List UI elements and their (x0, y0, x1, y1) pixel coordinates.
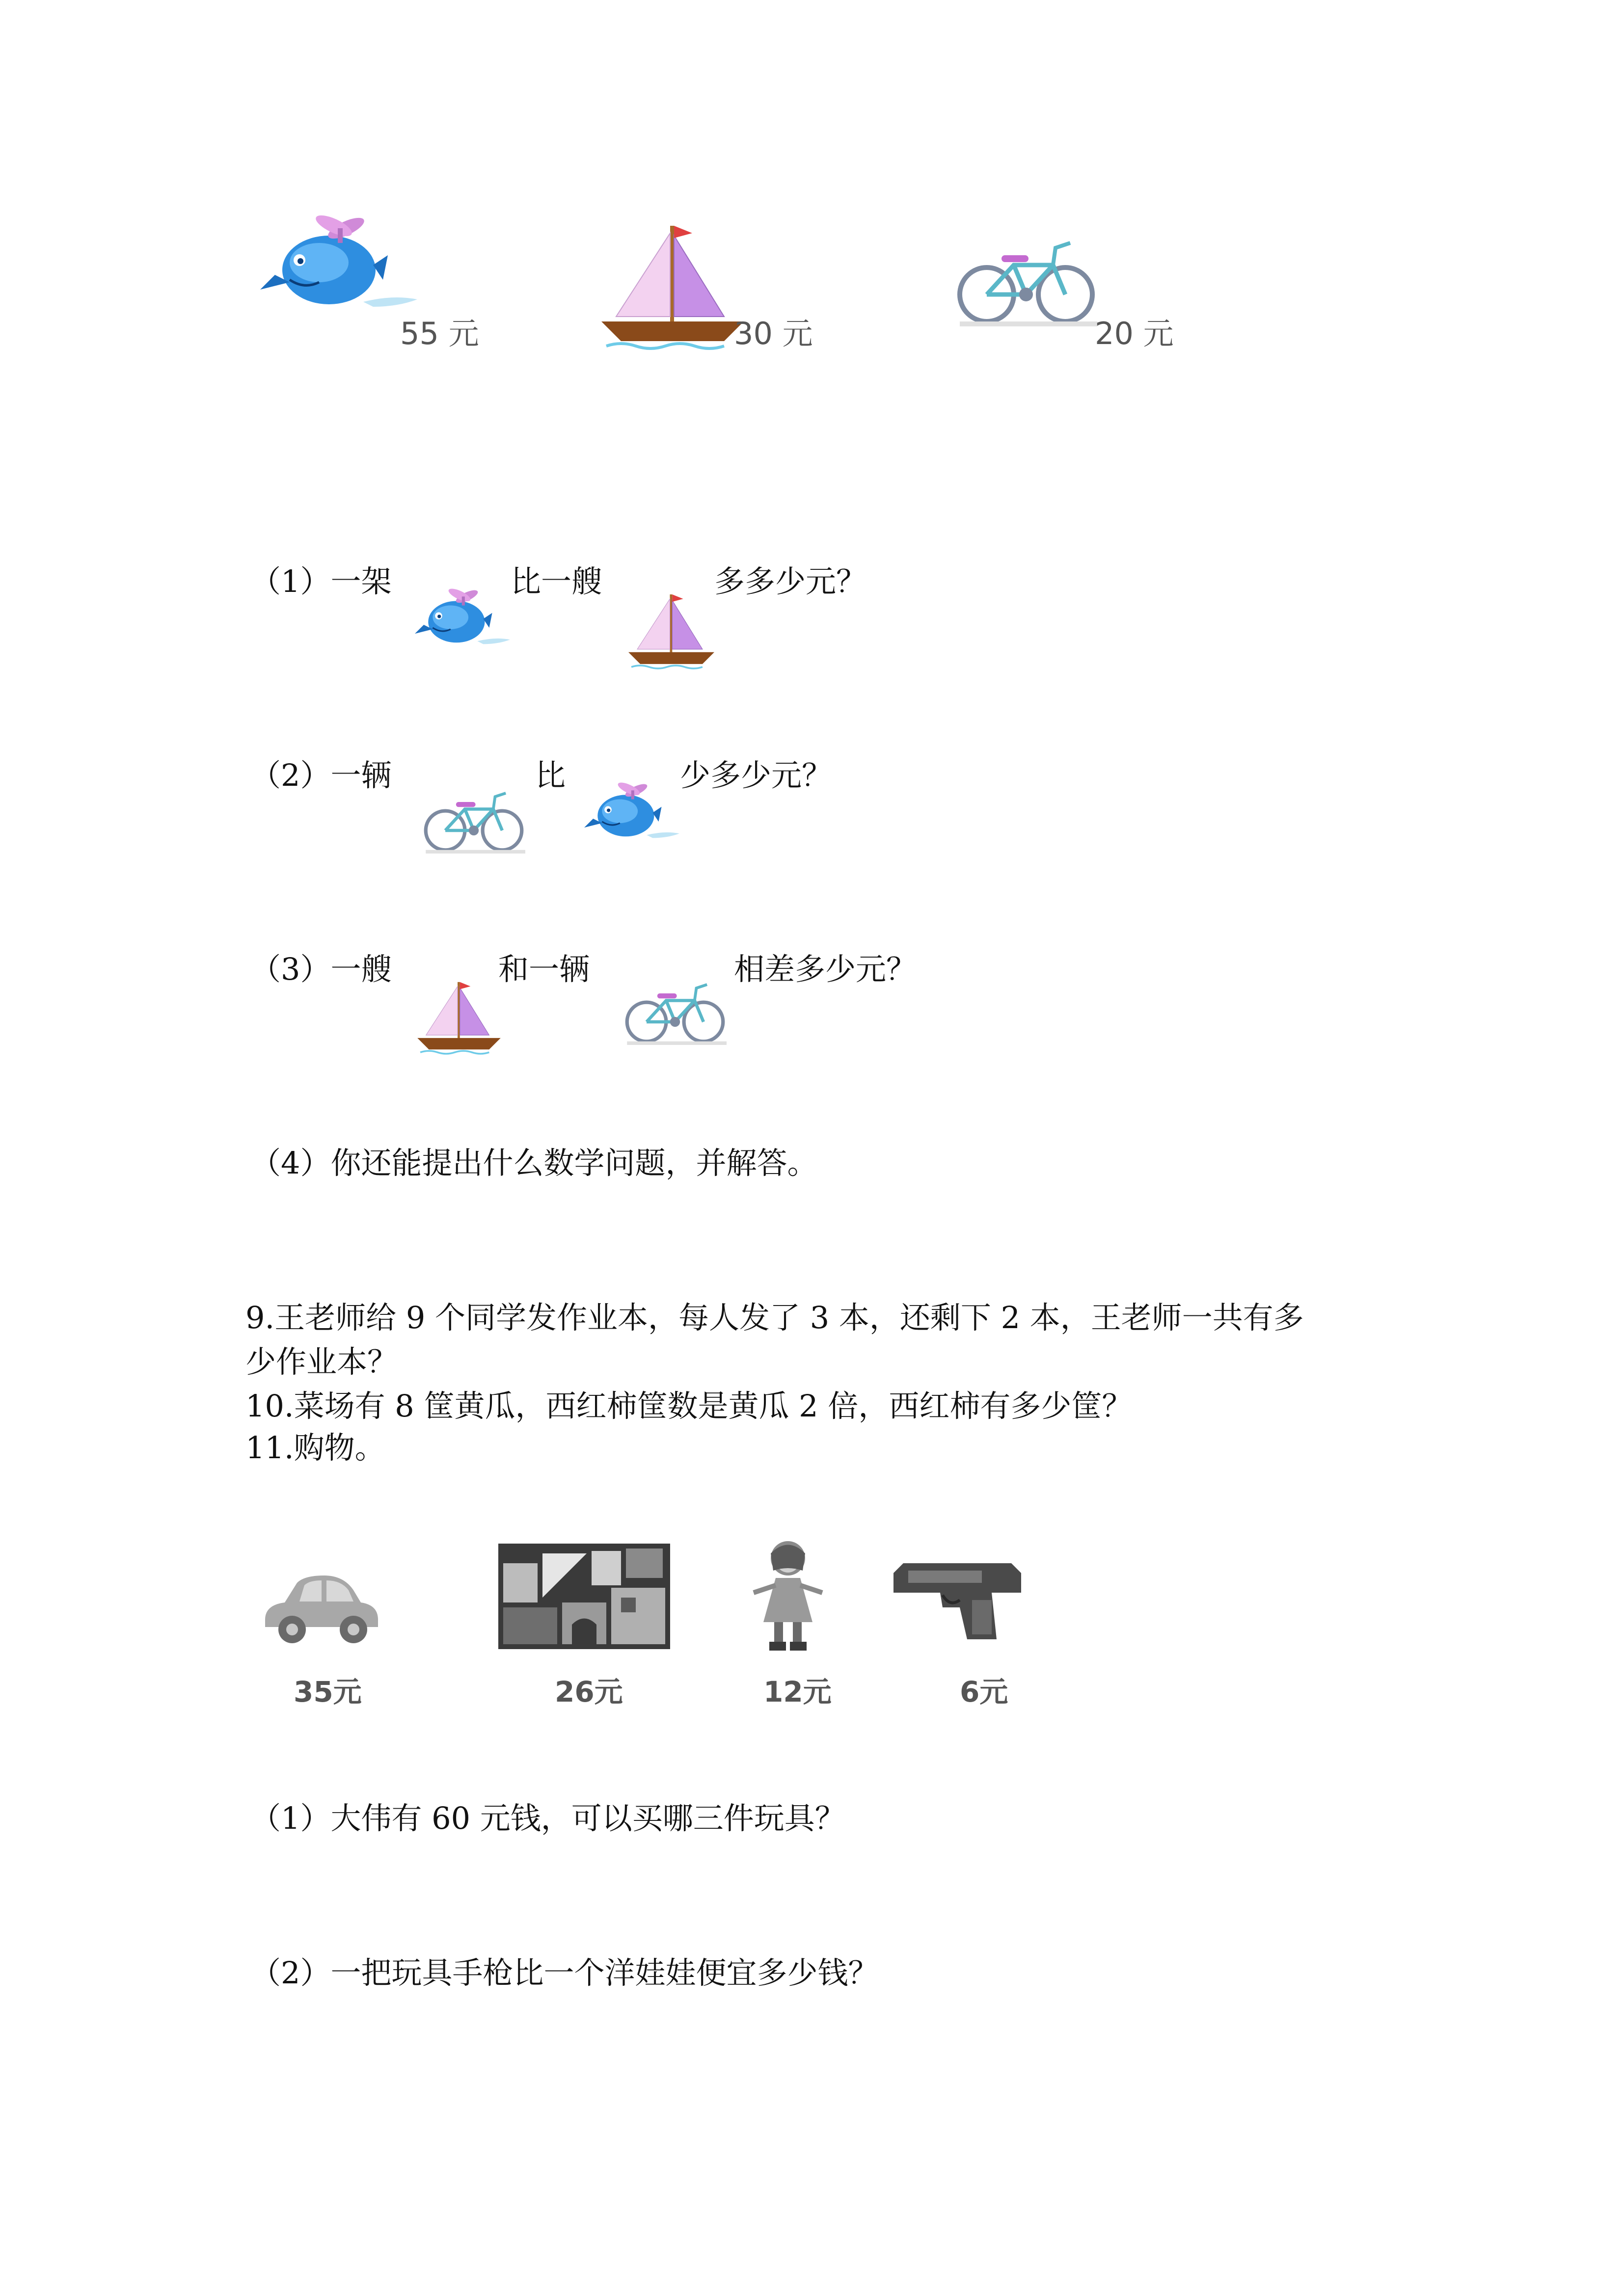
bicycle-icon (422, 788, 525, 859)
toy-car-price: 35元 (294, 1675, 362, 1709)
plane-icon (415, 589, 513, 667)
sailboat-icon (417, 979, 501, 1054)
q8-p1-end: 多多少元？ (714, 563, 867, 599)
q11-p1: （1）大伟有 60 元钱，可以买哪三件玩具？ (250, 1800, 845, 1836)
q8-p3-end: 相差多少元？ (734, 951, 917, 987)
plane-icon (260, 216, 422, 344)
sailboat-price: 30 元 (734, 316, 813, 351)
building-blocks-price: 26元 (555, 1675, 623, 1709)
bicycle-icon (955, 236, 1097, 334)
toy-gun-icon (893, 1553, 1036, 1647)
q8-p2-middle: 比 (535, 757, 566, 793)
plane-price: 55 元 (400, 316, 479, 351)
building-blocks-icon (498, 1544, 670, 1649)
toy-gun-price: 6元 (960, 1675, 1008, 1709)
q8-p2-end: 少多少元？ (680, 757, 833, 793)
q11-title: 11.购物。 (245, 1430, 385, 1466)
q8-p1-start: （1）一架 (250, 563, 392, 599)
q10: 10.菜场有 8 筐黄瓜，西红柿筐数是黄瓜 2 倍，西红柿有多少筐？ (245, 1388, 1133, 1424)
sailboat-icon (628, 591, 714, 668)
bicycle-price: 20 元 (1095, 316, 1174, 351)
bicycle-icon (623, 979, 727, 1050)
toy-car-icon (260, 1573, 383, 1647)
q8-p3-start: （3）一艘 (250, 951, 392, 987)
doll-icon (739, 1536, 837, 1654)
q8-p2-start: （2）一辆 (250, 757, 392, 793)
q9-line1: 9.王老师给 9 个同学发作业本，每人发了 3 本，还剩下 2 本，王老师一共有多 (245, 1300, 1304, 1335)
q11-p2: （2）一把玩具手枪比一个洋娃娃便宜多少钱？ (250, 1955, 879, 1991)
plane-icon (584, 783, 682, 860)
q8-p1-middle: 比一艘 (511, 563, 602, 599)
q8-p4: （4）你还能提出什么数学问题，并解答。 (250, 1145, 818, 1181)
q8-p3-middle: 和一辆 (498, 951, 590, 987)
doll-price: 12元 (763, 1675, 832, 1709)
sailboat-icon (601, 221, 744, 348)
q9-line2: 少作业本？ (245, 1344, 398, 1380)
